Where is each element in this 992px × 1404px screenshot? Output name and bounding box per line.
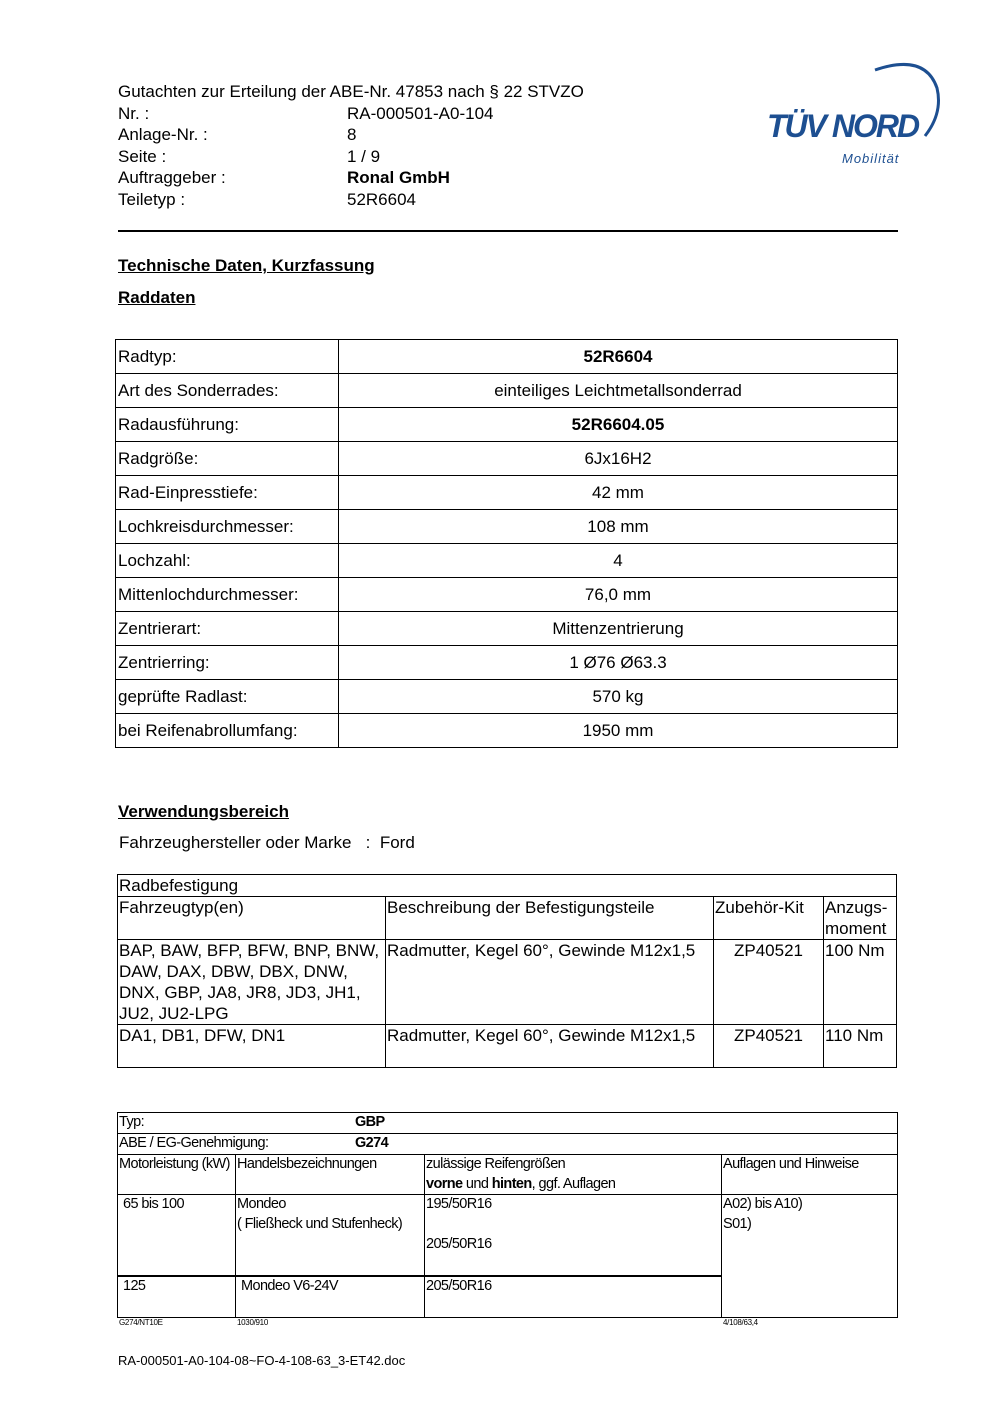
- trade-name: Mondeo V6-24V: [236, 1276, 425, 1318]
- col-header-reifen: zulässige Reifengrößen vorne und hinten, ggf. Auflagen: [425, 1155, 722, 1195]
- typ-header-row: [118, 1155, 898, 1195]
- raddaten-label: Rad-Einpresstiefe:: [116, 476, 339, 510]
- raddaten-label: Lochzahl:: [116, 544, 339, 578]
- manufacturer-line: [119, 833, 415, 853]
- befestigung-title: Radbefestigung: [118, 875, 897, 897]
- typ-footer-code: G274/NT10E: [119, 1318, 163, 1327]
- col-header: Zubehör-Kit: [714, 897, 824, 940]
- raddaten-value: 42 mm: [339, 476, 898, 510]
- section-title-tech: Technische Daten, Kurzfassung: [118, 256, 375, 275]
- col-header-handel: Handelsbezeichnungen: [236, 1155, 425, 1195]
- motor-power: 65 bis 100: [118, 1195, 236, 1277]
- typ-row: [118, 1113, 898, 1134]
- fastener-desc: Radmutter, Kegel 60°, Gewinde M12x1,5: [386, 940, 714, 1025]
- document-header: [118, 81, 584, 210]
- raddaten-value: einteiliges Leichtmetallsonderrad: [339, 374, 898, 408]
- raddaten-row: [116, 374, 898, 408]
- trade-name: Mondeo ( Fließheck und Stufenheck): [236, 1195, 425, 1277]
- tire-sizes: 195/50R16 205/50R16: [425, 1195, 722, 1277]
- raddaten-label: Art des Sonderrades:: [116, 374, 339, 408]
- raddaten-label: bei Reifenabrollumfang:: [116, 714, 339, 748]
- torque: 100 Nm: [824, 940, 897, 1025]
- raddaten-value: 6Jx16H2: [339, 442, 898, 476]
- motor-power: 125: [118, 1276, 236, 1318]
- col-header-motor: Motorleistung (kW): [118, 1155, 236, 1195]
- raddaten-value: 52R6604: [339, 340, 898, 374]
- typ-value: GBP: [355, 1114, 385, 1130]
- abe-value: G274: [355, 1135, 389, 1151]
- raddaten-row: [116, 646, 898, 680]
- torque: 110 Nm: [824, 1025, 897, 1068]
- raddaten-value: 1950 mm: [339, 714, 898, 748]
- befestigung-row: [118, 1025, 897, 1068]
- raddaten-label: Radgröße:: [116, 442, 339, 476]
- header-divider: [118, 230, 898, 232]
- raddaten-value: 570 kg: [339, 680, 898, 714]
- typ-label: Typ:: [119, 1114, 144, 1130]
- raddaten-table: [115, 339, 898, 748]
- raddaten-row: [116, 510, 898, 544]
- raddaten-row: [116, 476, 898, 510]
- auflagen-hinweise: A02) bis A10) S01): [722, 1195, 898, 1318]
- section-title-raddaten: Raddaten: [118, 288, 196, 307]
- raddaten-label: Radausführung:: [116, 408, 339, 442]
- typ-data-row: [118, 1195, 898, 1277]
- tuev-nord-logo: [765, 58, 945, 173]
- befestigung-table: [117, 874, 897, 1068]
- raddaten-row: [116, 544, 898, 578]
- raddaten-row: [116, 578, 898, 612]
- raddaten-row: [116, 714, 898, 748]
- abe-label: ABE / EG-Genehmigung:: [119, 1135, 269, 1151]
- accessory-kit: ZP40521: [714, 1025, 824, 1068]
- header-row: Nr. : RA-000501-A0-104: [118, 103, 494, 123]
- raddaten-value: 4: [339, 544, 898, 578]
- col-header: Beschreibung der Befestigungsteile: [386, 897, 714, 940]
- col-header: Anzugs-moment: [824, 897, 897, 940]
- manufacturer-sep: :: [365, 833, 371, 852]
- tire-sizes: 205/50R16: [425, 1276, 722, 1318]
- befestigung-row: [118, 940, 897, 1025]
- raddaten-value: 52R6604.05: [339, 408, 898, 442]
- befestigung-title-row: [118, 875, 897, 897]
- raddaten-value: 108 mm: [339, 510, 898, 544]
- col-header: Fahrzeugtyp(en): [118, 897, 386, 940]
- raddaten-label: Mittenlochdurchmesser:: [116, 578, 339, 612]
- logo-subtitle: Mobilität: [842, 151, 900, 166]
- header-row: Teiletyp : 52R6604: [118, 189, 417, 209]
- raddaten-row: [116, 442, 898, 476]
- header-row: Seite : 1 / 9: [118, 146, 381, 166]
- raddaten-row: [116, 408, 898, 442]
- manufacturer-label: Fahrzeughersteller oder Marke: [119, 833, 352, 852]
- raddaten-label: Lochkreisdurchmesser:: [116, 510, 339, 544]
- section-title-verwendung: Verwendungsbereich: [118, 802, 289, 821]
- abe-row: [118, 1134, 898, 1155]
- logo-wordmark: TÜV NORD: [767, 108, 919, 144]
- header-title: Gutachten zur Erteilung der ABE-Nr. 47853 nach § 22 STVZO: [118, 82, 584, 101]
- vehicle-types: DA1, DB1, DFW, DN1: [118, 1025, 386, 1068]
- raddaten-value: 76,0 mm: [339, 578, 898, 612]
- raddaten-row: [116, 680, 898, 714]
- raddaten-label: Zentrierart:: [116, 612, 339, 646]
- befestigung-header-row: [118, 897, 897, 940]
- header-row: Auftraggeber : Ronal GmbH: [118, 168, 450, 187]
- typ-footer-code: 4/108/63,4: [723, 1318, 758, 1327]
- col-header-auflagen: Auflagen und Hinweise: [722, 1155, 898, 1195]
- typ-footer-code: 1030/910: [237, 1318, 268, 1327]
- raddaten-row: [116, 340, 898, 374]
- raddaten-label: Radtyp:: [116, 340, 339, 374]
- accessory-kit: ZP40521: [714, 940, 824, 1025]
- typ-table: [117, 1112, 898, 1318]
- document-filename: RA-000501-A0-104-08~FO-4-108-63_3-ET42.doc: [118, 1353, 406, 1368]
- fastener-desc: Radmutter, Kegel 60°, Gewinde M12x1,5: [386, 1025, 714, 1068]
- raddaten-row: [116, 612, 898, 646]
- vehicle-types: BAP, BAW, BFP, BFW, BNP, BNW, DAW, DAX, DBW, DBX, DNW, DNX, GBP, JA8, JR8, JD3, JH1, JU2, JU2-LPG: [118, 940, 386, 1025]
- raddaten-value: 1 Ø76 Ø63.3: [339, 646, 898, 680]
- header-row: Anlage-Nr. : 8: [118, 125, 357, 144]
- raddaten-label: Zentrierring:: [116, 646, 339, 680]
- raddaten-label: geprüfte Radlast:: [116, 680, 339, 714]
- manufacturer-value: Ford: [379, 833, 415, 852]
- raddaten-value: Mittenzentrierung: [339, 612, 898, 646]
